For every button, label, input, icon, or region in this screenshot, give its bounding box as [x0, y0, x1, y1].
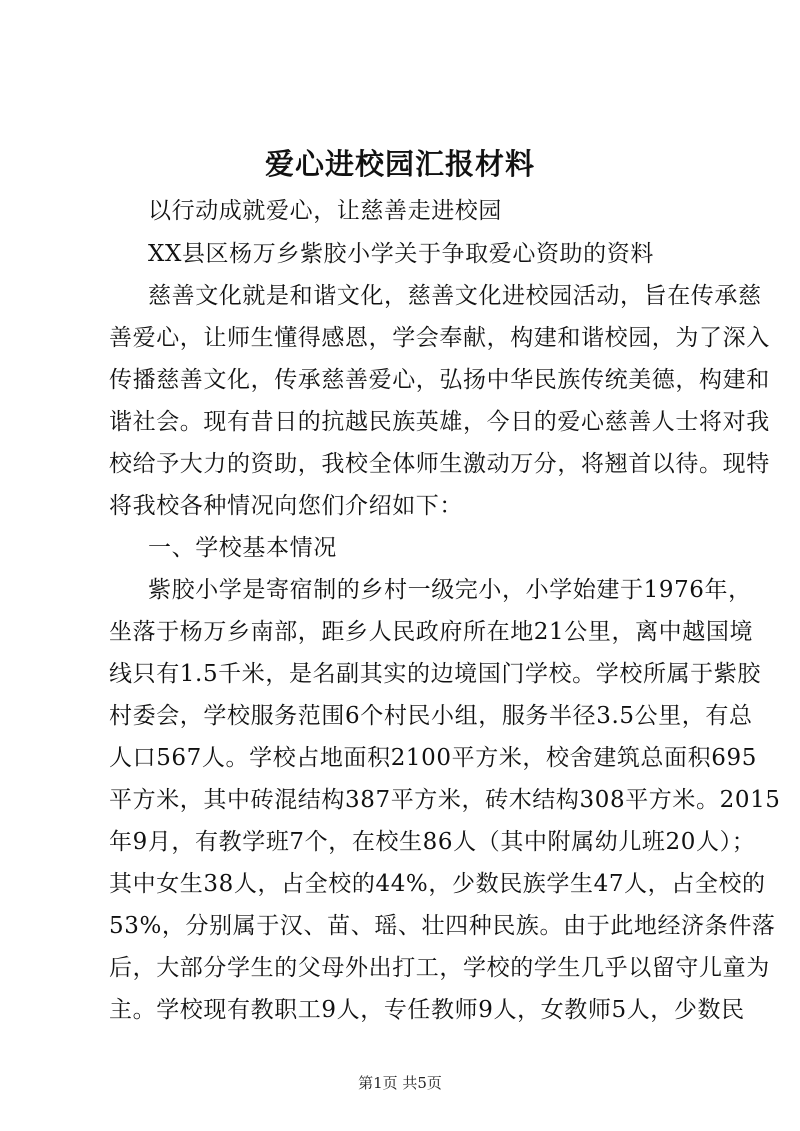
paragraph-line: 年9月，有教学班7个，在校生86人（其中附属幼儿班20人）；: [109, 829, 756, 855]
subtitle-line: 以行动成就爱心，让慈善走进校园: [148, 198, 502, 224]
paragraph-line: 传播慈善文化，传承慈善爱心，弘扬中华民族传统美德，构建和: [109, 367, 770, 393]
page-number-footer: 第1页 共5页: [358, 1074, 442, 1092]
document-title: 爱心进校园汇报材料: [264, 147, 535, 181]
subheading-line: XX县区杨万乡紫胶小学关于争取爱心资助的资料: [148, 241, 654, 267]
paragraph-line: 人口567人。学校占地面积2100平方米，校舍建筑总面积695: [109, 745, 757, 771]
paragraph-line: 坐落于杨万乡南部，距乡人民政府所在地21公里，离中越国境: [109, 619, 754, 645]
paragraph-line: 谐社会。现有昔日的抗越民族英雄，今日的爱心慈善人士将对我: [109, 409, 770, 435]
paragraph-line: 其中女生38人，占全校的44%，少数民族学生47人，占全校的: [109, 871, 766, 897]
paragraph-line: 村委会，学校服务范围6个村民小组，服务半径3.5公里，有总: [109, 703, 753, 729]
paragraph-line: 平方米，其中砖混结构387平方米，砖木结构308平方米。2015: [109, 787, 781, 813]
paragraph-line: 主。学校现有教职工9人，专任教师9人，女教师5人，少数民: [109, 997, 745, 1023]
paragraph-line: 善爱心，让师生懂得感恩，学会奉献，构建和谐校园，为了深入: [109, 325, 770, 351]
paragraph-line: 后，大部分学生的父母外出打工，学校的学生几乎以留守儿童为: [109, 955, 770, 981]
paragraph-line: 校给予大力的资助，我校全体师生激动万分，将翘首以待。现特: [109, 451, 770, 477]
paragraph-line: 将我校各种情况向您们介绍如下：: [109, 493, 463, 519]
section-heading: 一、学校基本情况: [148, 535, 337, 561]
paragraph-line: 线只有1.5千米，是名副其实的边境国门学校。学校所属于紫胶: [109, 661, 761, 687]
paragraph-line: 慈善文化就是和谐文化，慈善文化进校园活动，旨在传承慈: [148, 283, 762, 309]
paragraph-line: 紫胶小学是寄宿制的乡村一级完小，小学始建于1976年，: [148, 577, 752, 603]
paragraph-line: 53%，分别属于汉、苗、瑶、壮四种民族。由于此地经济条件落: [109, 913, 776, 939]
